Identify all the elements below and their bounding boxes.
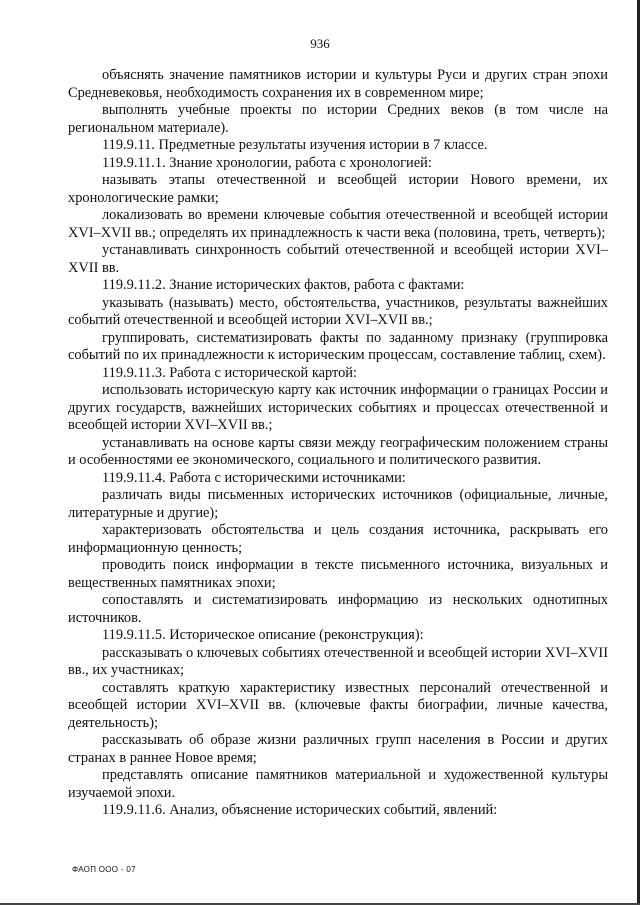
paragraph: устанавливать на основе карты связи между географическим положением страны и особенностями ее экономического, социального и политического развития.	[68, 434, 608, 468]
paragraph: объяснять значение памятников истории и культуры Руси и других стран эпохи Средневековья, необходимость сохранения их в современном мире;	[68, 67, 608, 101]
document-body	[68, 67, 608, 820]
subsection-heading: 119.9.11.5. Историческое описание (реконструкция):	[102, 627, 424, 643]
paragraph: различать виды письменных исторических источников (официальные, личные, литературные и другие);	[68, 487, 608, 521]
paragraph: представлять описание памятников материальной и художественной культуры изучаемой эпохи.	[68, 767, 608, 801]
paragraph: сопоставлять и систематизировать информацию из нескольких однотипных источников.	[68, 592, 608, 626]
paragraph: устанавливать синхронность событий отечественной и всеобщей истории XVI–XVII вв.	[68, 242, 608, 276]
paragraph: использовать историческую карту как источник информации о границах России и других государств, важнейших исторических событиях и процессах отечественной и всеобщей истории XVI–XVII вв.;	[68, 382, 608, 433]
paragraph: характеризовать обстоятельства и цель создания источника, раскрывать его информационную ценность;	[68, 522, 608, 556]
section-heading: 119.9.11. Предметные результаты изучения истории в 7 классе.	[102, 137, 488, 153]
paragraph: называть этапы отечественной и всеобщей истории Нового времени, их хронологические рамки;	[68, 172, 608, 206]
paragraph: рассказывать об образе жизни различных групп населения в России и других странах в раннее Новое время;	[68, 732, 608, 766]
paragraph: указывать (называть) место, обстоятельства, участников, результаты важнейших событий отечественной и всеобщей истории XVI–XVII вв.;	[68, 294, 608, 328]
subsection-heading: 119.9.11.3. Работа с исторической картой:	[102, 364, 358, 381]
subsection-heading: 119.9.11.6. Анализ, объяснение исторических событий, явлений:	[102, 802, 498, 818]
page-number: 936	[310, 36, 330, 51]
paragraph: выполнять учебные проекты по истории Средних веков (в том числе на региональном материале).	[68, 102, 608, 136]
subsection-heading: 119.9.11.1. Знание хронологии, работа с хронологией:	[102, 154, 432, 171]
paragraph: рассказывать о ключевых событиях отечественной и всеобщей истории XVI–XVII вв., их участниках;	[68, 644, 608, 678]
paragraph: локализовать во времени ключевые события отечественной и всеобщей истории XVI–XVII вв.; определять их принадлежность к части века (половина, треть, четверть);	[68, 207, 608, 241]
footer-label: ФАОП ООО - 07	[72, 865, 136, 874]
paragraph: проводить поиск информации в тексте письменного источника, визуальных и вещественных памятниках эпохи;	[68, 557, 608, 591]
subsection-heading: 119.9.11.4. Работа с историческими источниками:	[102, 469, 406, 486]
paragraph: составлять краткую характеристику известных персоналий отечественной и всеобщей истории XVI–XVII вв. (ключевые факты биографии, личные качества, деятельность);	[68, 679, 608, 731]
paragraph: группировать, систематизировать факты по заданному признаку (группировка событий по их принадлежности к историческим процессам, составление таблиц, схем).	[68, 329, 608, 363]
subsection-heading: 119.9.11.2. Знание исторических фактов, работа с фактами:	[102, 277, 465, 293]
